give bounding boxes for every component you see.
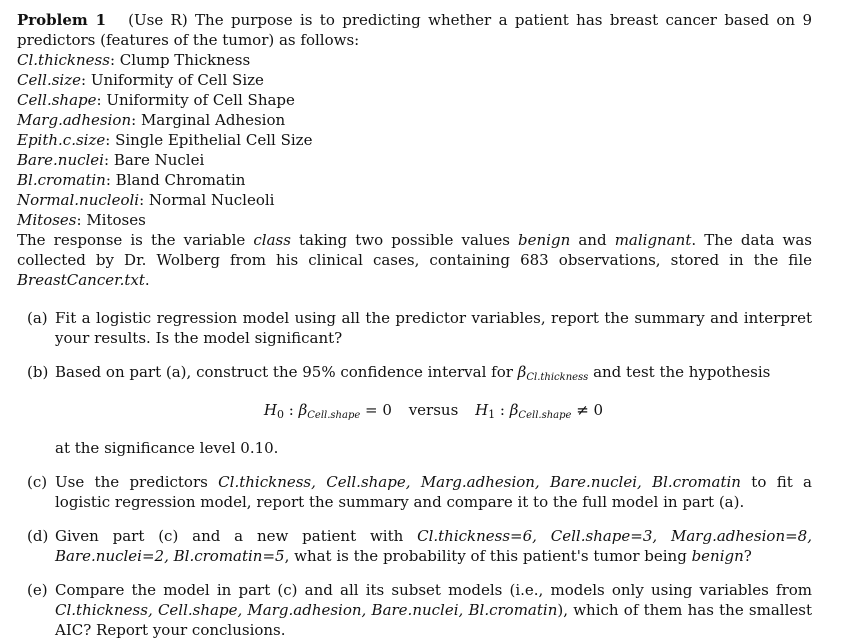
part-label: (c) [27, 473, 48, 491]
hypothesis-equation: $H_0$ : $\beta_{Cell.shape} = 0$ versus $H_1$ : $\beta_{Cell.shape} \ne 0$ [263, 401, 604, 421]
predictor-item: Epith.c.size: Single Epithelial Cell Size [17, 131, 313, 149]
part-b-level: at the significance level 0.10. [55, 439, 279, 457]
predictor-item: Bl.cromatin: Bland Chromatin [17, 171, 246, 189]
predictor-item: Cell.shape: Uniformity of Cell Shape [17, 91, 295, 109]
part-e: (e) Compare the model in part (c) and all its subset models (i.e., models only using variables from Cl.thickness, Cell.shape, Marg.adhesion, Bare.nuclei, Bl.cromatin), which of them has the smallest AIC? Report your conclusions. [27, 581, 812, 639]
predictor-item: Cell.size: Uniformity of Cell Size [17, 71, 264, 89]
part-c: (c) Use the predictors Cl.thickness, Cell.shape, Marg.adhesion, Bare.nuclei, Bl.cromatin to fit a logistic regression model, report the summary and compare it to the full model in part (a). [27, 473, 813, 511]
part-a [17, 308, 812, 348]
predictor-list [17, 50, 812, 230]
problem-document [17, 10, 812, 640]
data-filename: BreastCancer.txt [17, 271, 145, 289]
part-label: (d) [27, 527, 49, 545]
predictor-item: Marg.adhesion: Marginal Adhesion [17, 111, 286, 129]
part-d: (d) Given part (c) and a new patient with Cl.thickness=6, Cell.shape=3, Marg.adhesion=8, Bare.nuclei=2, Bl.cromatin=5, what is the probability of this patient's tumor being benign? [27, 527, 812, 565]
part-a-text: Fit a logistic regression model using all the predictor variables, report the summary and interpret your results. Is the model significant? [55, 309, 812, 347]
response-variable: class [253, 231, 291, 249]
predictor-item: Bare.nuclei: Bare Nuclei [17, 151, 205, 169]
problem-intro [17, 10, 812, 50]
problem-intro-text: (Use R) The purpose is to predicting whether a patient has breast cancer based on 9 predictors (features of the tumor) as follows: [17, 11, 812, 49]
part-label: (b) [27, 363, 49, 381]
predictor-item: Cl.thickness: Clump Thickness [17, 51, 251, 69]
response-paragraph: The response is the variable class taking two possible values benign and malignant. The data was collected by Dr. Wolberg from his clinical cases, containing 683 observations, stored in the file BreastCancer.txt. [17, 231, 812, 289]
part-b: (b) Based on part (a), construct the 95% confidence interval for $\beta_{Cl.thickness}$ and test the hypothesis [27, 363, 771, 383]
predictor-item: Mitoses: Mitoses [17, 211, 146, 229]
part-label: (e) [27, 581, 48, 599]
predictor-item: Normal.nucleoli: Normal Nucleoli [17, 191, 275, 209]
problem-label: Problem 1 [17, 11, 107, 29]
part-label: (a) [27, 309, 48, 327]
